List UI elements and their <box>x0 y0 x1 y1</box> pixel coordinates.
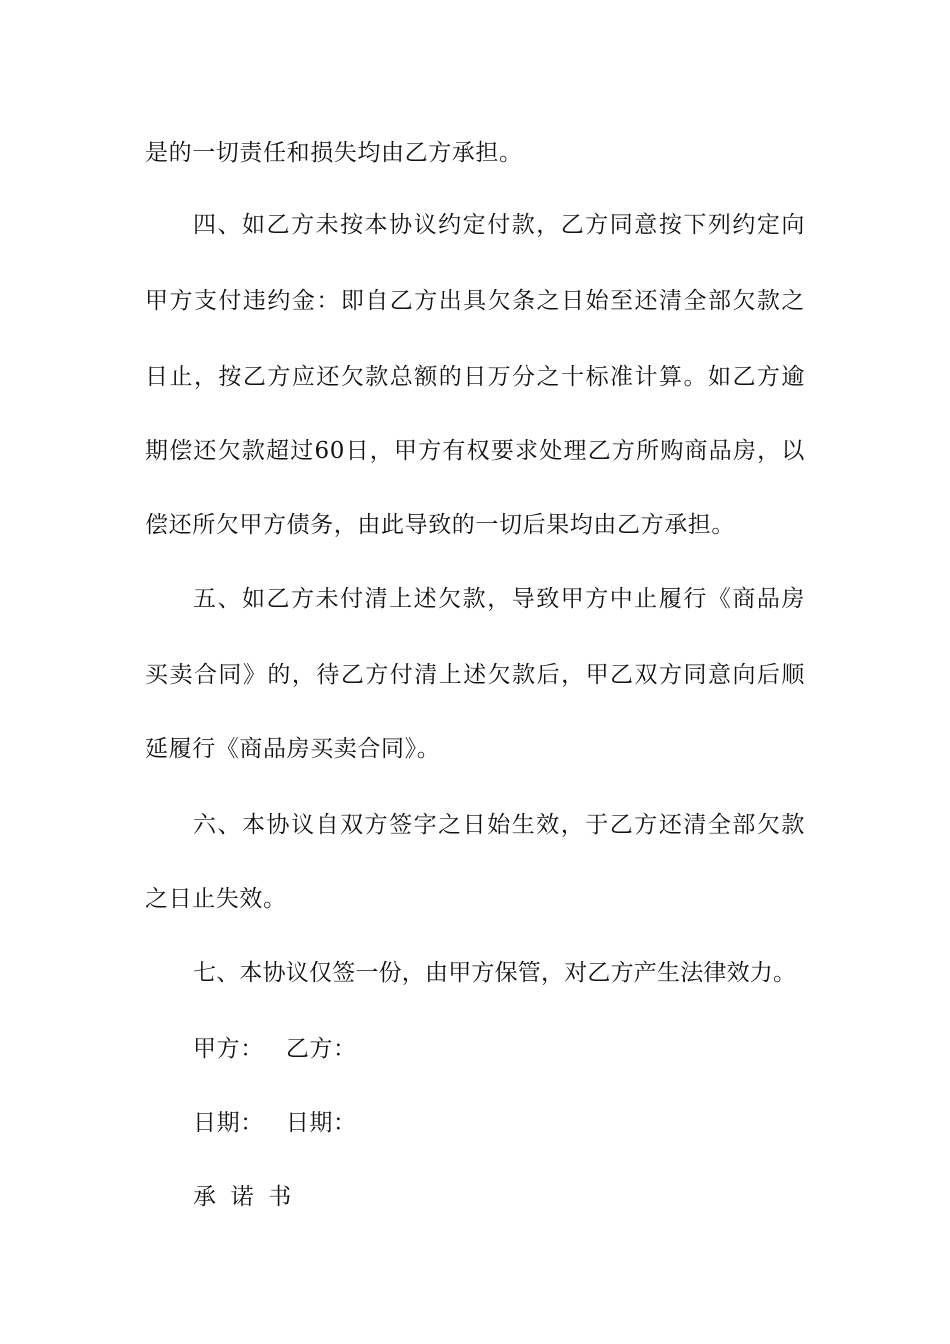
paragraph-line: 日止，按乙方应还欠款总额的日万分之十标准计算。如乙方逾 <box>145 364 805 390</box>
paragraph-line: 延履行《商品房买卖合同》。 <box>145 736 441 762</box>
next-section-title <box>193 1182 813 1212</box>
date-a-label: 日期： <box>193 1110 264 1136</box>
paragraph-line: 期偿还欠款超过60日，甲方有权要求处理乙方所购商品房，以 <box>145 438 805 464</box>
signature-dates <box>193 1108 813 1138</box>
paragraph-line: 偿还所欠甲方债务，由此导致的一切后果均由乙方承担。 <box>145 512 735 538</box>
clause-five-line: 五、如乙方未付清上述欠款，导致甲方中止履行《商品房 <box>193 586 805 612</box>
signature-parties <box>193 1034 813 1064</box>
clause-seven-line: 七、本协议仅签一份，由甲方保管，对乙方产生法律效力。 <box>193 960 797 986</box>
title-char: 书 <box>268 1184 292 1210</box>
party-a-label: 甲方： <box>193 1036 264 1062</box>
clause-four-line: 四、如乙方未按本协议约定付款，乙方同意按下列约定向 <box>193 212 805 238</box>
party-b-label: 乙方： <box>285 1036 357 1062</box>
title-char: 诺 <box>230 1184 255 1210</box>
title-char: 承 <box>193 1184 217 1210</box>
paragraph-line: 甲方支付违约金：即自乙方出具欠条之日始至还清全部欠款之 <box>145 288 805 314</box>
date-b-label: 日期： <box>285 1110 357 1136</box>
paragraph-line: 买卖合同》的，待乙方付清上述欠款后，甲乙双方同意向后顺 <box>145 662 805 688</box>
paragraph-line: 是的一切责任和损失均由乙方承担。 <box>145 140 523 166</box>
paragraph-line: 之日止失效。 <box>145 886 287 912</box>
clause-six-line: 六、本协议自双方签字之日始生效，于乙方还清全部欠款 <box>193 812 805 838</box>
